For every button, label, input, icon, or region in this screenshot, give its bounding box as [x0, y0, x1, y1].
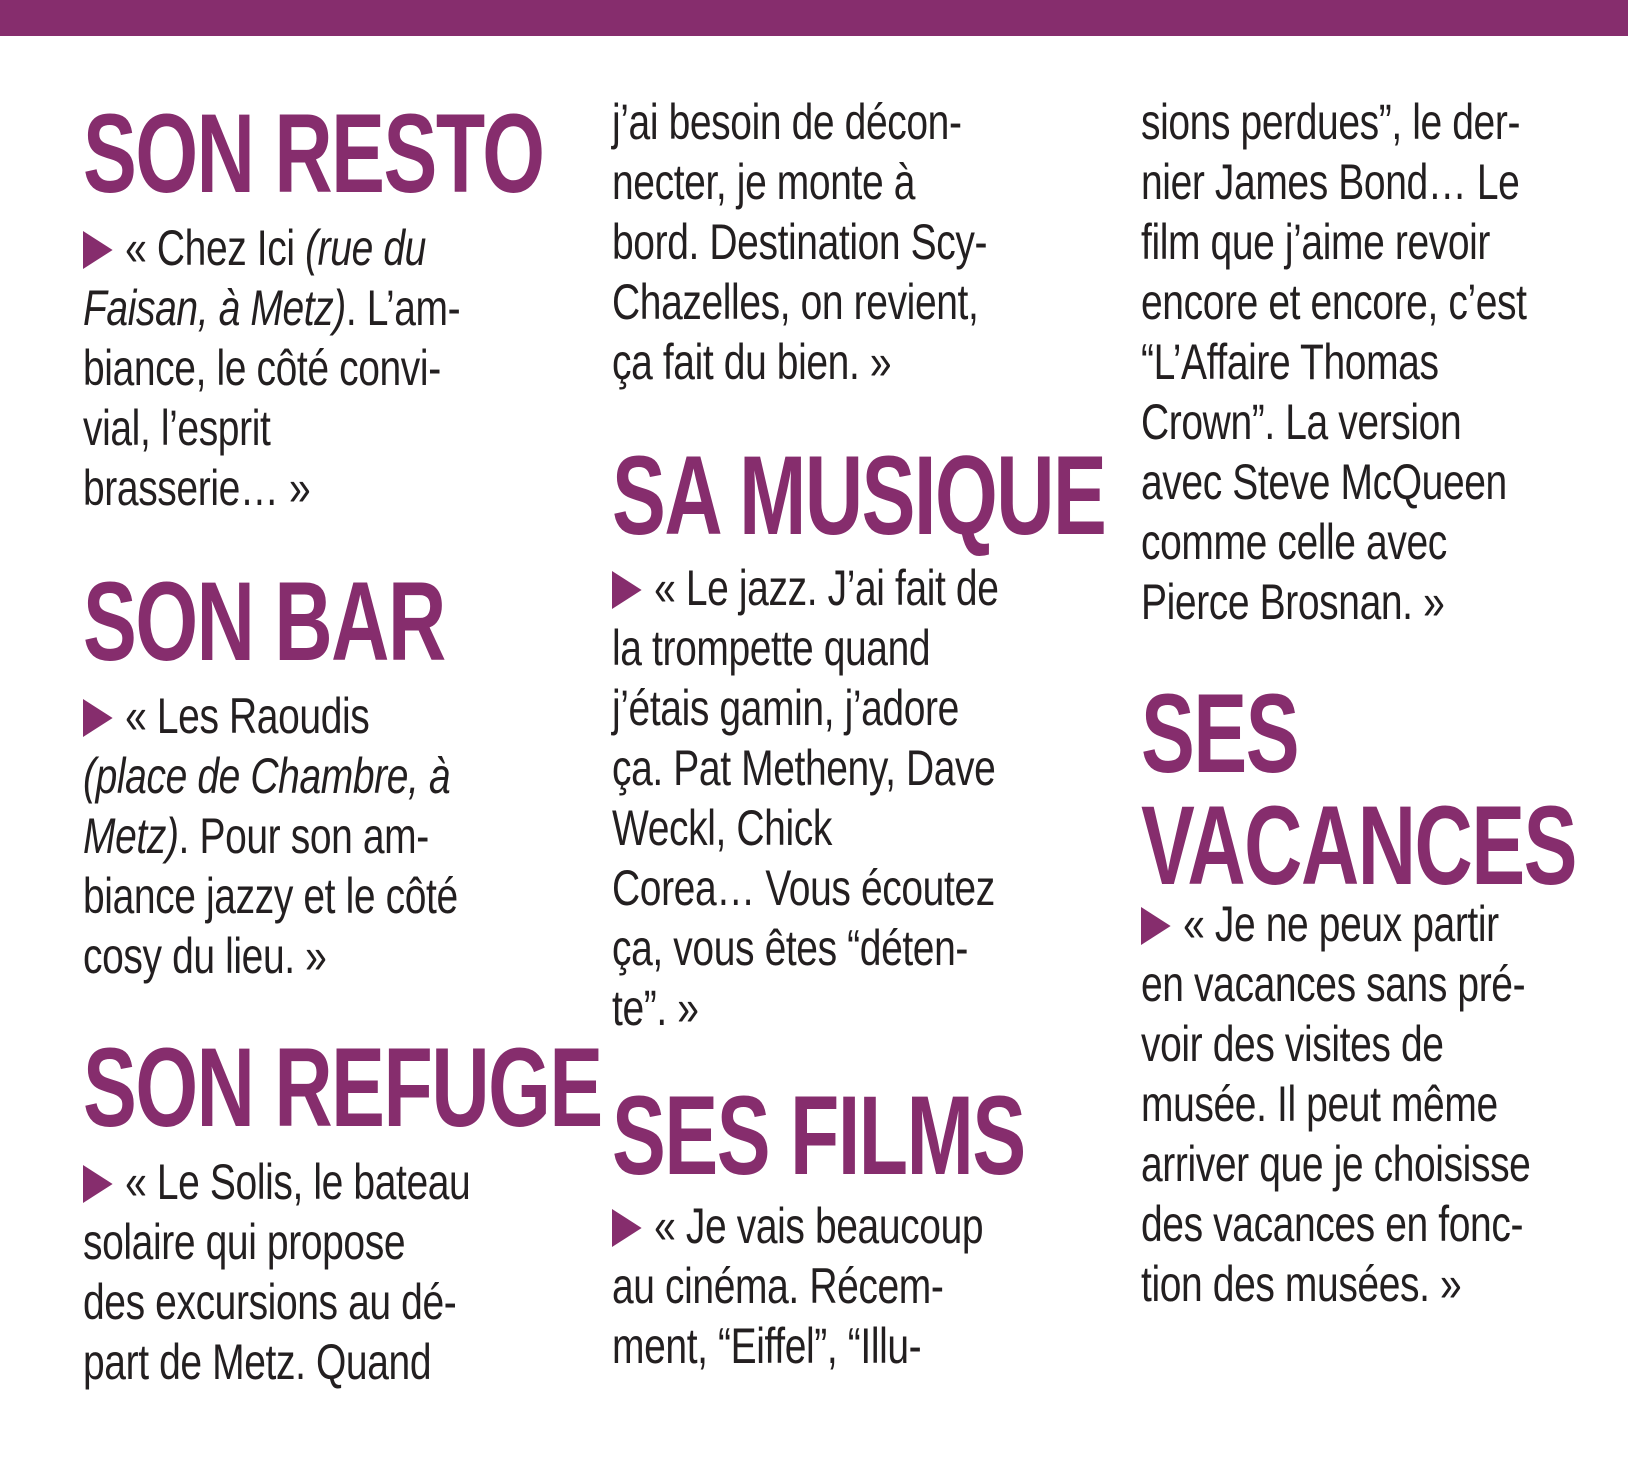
- text-line: en vacances sans pré-: [1141, 956, 1526, 1012]
- text-fragment: (: [305, 220, 318, 276]
- text-ses-vacances: [1141, 894, 1530, 1314]
- text-line: [83, 1152, 470, 1212]
- text-ses-films-part-1: [612, 1196, 983, 1376]
- text-line: arriver que je choisisse: [1141, 1136, 1531, 1192]
- text-fragment: « Les Raoudis: [125, 688, 370, 744]
- text-son-refuge-part-1: [83, 1152, 470, 1392]
- text-line: Weckl, Chick: [612, 800, 832, 856]
- text-ses-films-part-2: [1141, 92, 1527, 632]
- text-line: au cinéma. Récem-: [612, 1258, 944, 1314]
- heading-sa-musique: SA MUSIQUE: [612, 433, 1106, 558]
- text-line: vial, l’esprit: [83, 400, 271, 456]
- text-line: tion des musées. »: [1141, 1256, 1462, 1312]
- text-line: part de Metz. Quand: [83, 1334, 432, 1390]
- heading-son-refuge: SON REFUGE: [83, 1025, 602, 1150]
- play-triangle-icon: [83, 1165, 113, 1203]
- text-line: des vacances en fonc-: [1141, 1196, 1524, 1252]
- text-line: film que j’aime revoir: [1141, 214, 1491, 270]
- play-triangle-icon: [612, 1209, 642, 1247]
- text-fragment: . Pour son am-: [178, 808, 429, 864]
- text-line: Pierce Brosnan. »: [1141, 574, 1445, 630]
- text-line: ça fait du bien. »: [612, 334, 892, 390]
- text-line: biance jazzy et le côté: [83, 868, 458, 924]
- text-fragment: « Je ne peux partir: [1183, 896, 1499, 952]
- heading-ses-films: SES FILMS: [612, 1073, 1025, 1198]
- heading-son-bar: SON BAR: [83, 559, 445, 684]
- text-line: [83, 686, 458, 746]
- heading-line: SES: [1141, 671, 1299, 796]
- text-fragment: (place de Chambre, à: [83, 748, 451, 804]
- text-line: [83, 218, 460, 278]
- text-line: j’ai besoin de décon-: [612, 94, 962, 150]
- text-fragment: Metz): [83, 808, 179, 864]
- text-line: bord. Destination Scy-: [612, 214, 988, 270]
- play-triangle-icon: [1141, 907, 1171, 945]
- text-line: ça. Pat Metheny, Dave: [612, 740, 996, 796]
- text-son-refuge-part-2: [612, 92, 987, 392]
- text-line: Crown”. La version: [1141, 394, 1462, 450]
- text-line: [83, 806, 458, 866]
- text-line: j’étais gamin, j’adore: [612, 680, 959, 736]
- text-line: comme celle avec: [1141, 514, 1447, 570]
- text-line: voir des visites de: [1141, 1016, 1444, 1072]
- text-fragment: . L’am-: [345, 280, 461, 336]
- text-line: ment, “Eiffel”, “Illu-: [612, 1318, 922, 1374]
- text-line: cosy du lieu. »: [83, 928, 327, 984]
- text-son-resto: [83, 218, 460, 518]
- play-triangle-icon: [612, 571, 642, 609]
- heading-son-resto: SON RESTO: [83, 91, 544, 216]
- text-line: encore et encore, c’est: [1141, 274, 1527, 330]
- text-line: la trompette quand: [612, 620, 931, 676]
- text-line: avec Steve McQueen: [1141, 454, 1507, 510]
- text-fragment: rue du: [317, 220, 426, 276]
- text-line: Corea… Vous écoutez: [612, 860, 995, 916]
- text-line: brasserie… »: [83, 460, 311, 516]
- text-fragment: « Je vais beaucoup: [654, 1198, 984, 1254]
- heading-line: VACANCES: [1141, 783, 1577, 908]
- text-line: [83, 278, 460, 338]
- text-line: “L’Affaire Thomas: [1141, 334, 1439, 390]
- text-son-bar: [83, 686, 458, 986]
- text-line: sions perdues”, le der-: [1141, 94, 1521, 150]
- text-line: musée. Il peut même: [1141, 1076, 1498, 1132]
- text-fragment: « Le jazz. J’ai fait de: [654, 560, 999, 616]
- text-line: biance, le côté convi-: [83, 340, 441, 396]
- play-triangle-icon: [83, 231, 113, 269]
- text-line: [83, 746, 458, 806]
- text-line: necter, je monte à: [612, 154, 916, 210]
- play-triangle-icon: [83, 699, 113, 737]
- text-line: nier James Bond… Le: [1141, 154, 1520, 210]
- text-line: [612, 558, 999, 618]
- text-line: [612, 1196, 983, 1256]
- text-line: te”. »: [612, 980, 699, 1036]
- text-fragment: « Le Solis, le bateau: [125, 1154, 471, 1210]
- top-color-bar: [0, 0, 1628, 36]
- text-line: Chazelles, on revient,: [612, 274, 979, 330]
- text-line: ça, vous êtes “déten-: [612, 920, 969, 976]
- text-fragment: « Chez Ici: [125, 220, 306, 276]
- text-line: des excursions au dé-: [83, 1274, 457, 1330]
- text-fragment: Faisan, à Metz): [83, 280, 346, 336]
- text-sa-musique: [612, 558, 999, 1038]
- heading-ses-vacances: [1141, 671, 1577, 908]
- text-line: solaire qui propose: [83, 1214, 406, 1270]
- text-line: [1141, 894, 1530, 954]
